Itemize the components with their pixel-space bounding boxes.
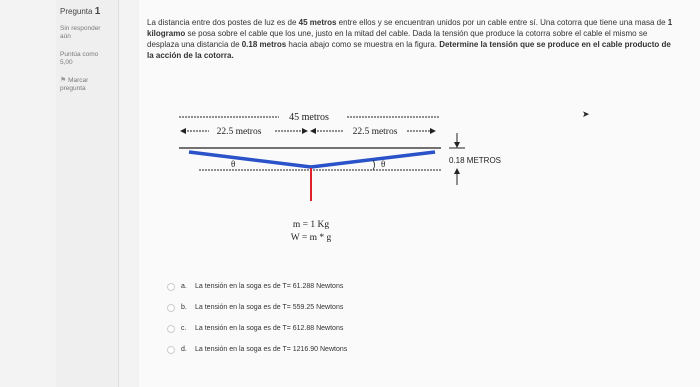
mass-label: m = 1 Kg [292, 220, 330, 230]
radio-button[interactable] [167, 325, 175, 333]
cable-diagram [159, 95, 539, 250]
drop-label: 0.18 METROS [449, 156, 502, 165]
answer-option-2[interactable] [167, 318, 347, 339]
answer-option-0[interactable] [167, 276, 347, 297]
mouse-cursor-icon: ➤ [582, 109, 590, 119]
flag-icon: ⚑ [60, 77, 67, 84]
cable-right [311, 152, 435, 167]
total-span-label: 45 metros [289, 112, 329, 123]
radio-button[interactable] [167, 346, 175, 354]
answer-options [167, 276, 347, 360]
option-letter: b. [181, 304, 187, 311]
right-half-label: 22.5 metros [352, 127, 398, 137]
answer-option-3[interactable] [167, 339, 347, 360]
option-letter: c. [181, 325, 187, 332]
question-content [139, 0, 700, 387]
question-text: La distancia entre dos postes de luz es de 45 metros entre ellos y se encuentran unidos por un cable entre sí. Una cotorra que tiene una masa de 1 kilogramo se posa sobre el cable que los une, justo en la mitad del cable. Dada la tensión que produce la cotorra sobre el cable el mismo se desplaza una distancia de 0.18 metros hacia abajo como se muestra en la figura. Determine la tensión que se produce en el cable producto de la acción de la cotorra. [147, 18, 673, 60]
radio-button[interactable] [167, 283, 175, 291]
question-number-heading: Pregunta 1 [60, 6, 101, 17]
theta-left-label: θ [231, 159, 236, 169]
cable-left [189, 152, 311, 167]
question-info-panel [56, 0, 119, 387]
option-letter: a. [181, 283, 187, 290]
answer-option-1[interactable] [167, 297, 347, 318]
option-text: La tensión en la soga es de T= 1216.90 Newtons [195, 346, 348, 353]
theta-right-arc [373, 160, 375, 170]
option-text: La tensión en la soga es de T= 612.88 Newtons [195, 325, 344, 332]
option-text: La tensión en la soga es de T= 559.25 Newtons [195, 304, 344, 311]
theta-right-label: θ [381, 159, 386, 169]
option-letter: d. [181, 346, 187, 353]
radio-button[interactable] [167, 304, 175, 312]
question-state: Sin responder aún [60, 25, 101, 40]
option-text: La tensión en la soga es de T= 61.288 Newtons [195, 283, 344, 290]
left-half-label: 22.5 metros [216, 127, 262, 137]
weight-label: W = m * g [290, 233, 332, 243]
question-marks: Puntúa como 5,00 [60, 51, 99, 66]
flag-question-button[interactable]: ⚑ Marcar pregunta [60, 77, 89, 92]
